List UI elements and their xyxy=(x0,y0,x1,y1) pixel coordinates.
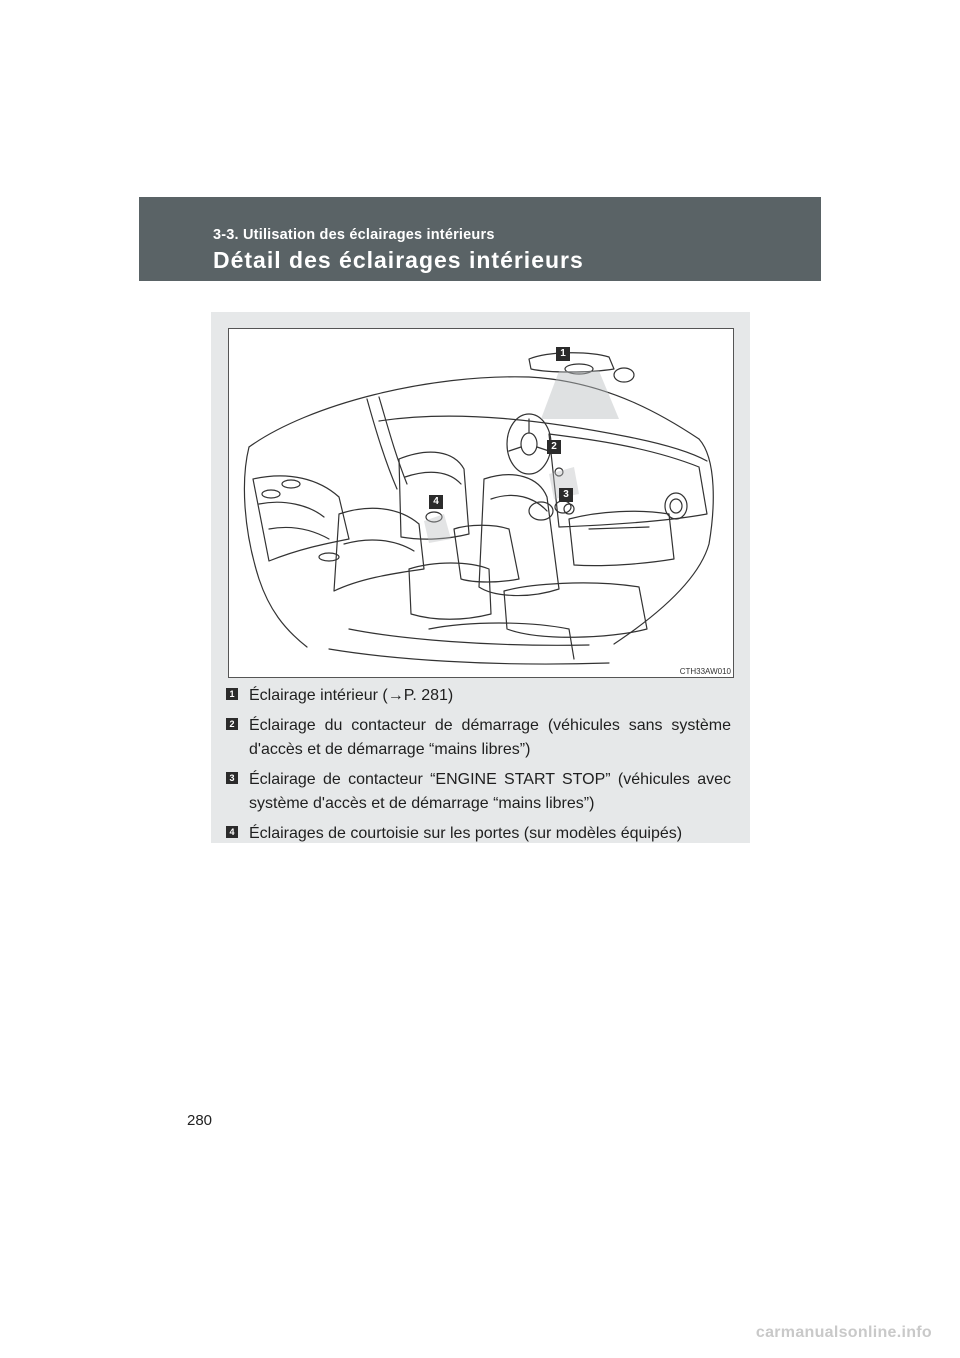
watermark: carmanualsonline.info xyxy=(755,1324,932,1341)
legend-item xyxy=(226,822,731,846)
car-interior-drawing xyxy=(229,329,733,677)
legend-text: Éclairage de contacteur “ENGINE START STOP” (véhicules avec système d'accès et de démarrage “mains libres”) xyxy=(249,771,731,812)
page-number: 280 xyxy=(187,1112,213,1129)
callout-1: 1 xyxy=(556,347,570,361)
legend-text: Éclairage intérieur (→P. 281) xyxy=(249,687,454,704)
callout-2: 2 xyxy=(547,440,561,454)
content-box xyxy=(211,312,750,843)
callout-4: 4 xyxy=(429,495,443,509)
callout-3: 3 xyxy=(559,488,573,502)
section-header-band xyxy=(139,197,821,281)
legend-item xyxy=(226,714,731,762)
number-marker: 2 xyxy=(226,718,238,730)
figure-code: CTH33AW010 xyxy=(679,667,731,676)
section-label: 3-3. Utilisation des éclairages intérieurs xyxy=(213,227,495,243)
number-marker: 1 xyxy=(226,688,238,700)
legend-list xyxy=(226,684,731,852)
legend-text: Éclairage du contacteur de démarrage (véhicules sans système d'accès et de démarrage “mains libres”) xyxy=(249,717,731,758)
number-marker: 4 xyxy=(226,826,238,838)
interior-illustration xyxy=(228,328,734,678)
legend-text: Éclairages de courtoisie sur les portes (sur modèles équipés) xyxy=(249,825,683,842)
legend-item xyxy=(226,684,731,708)
page-title: Détail des éclairages intérieurs xyxy=(213,247,584,273)
legend-item xyxy=(226,768,731,816)
number-marker: 3 xyxy=(226,772,238,784)
